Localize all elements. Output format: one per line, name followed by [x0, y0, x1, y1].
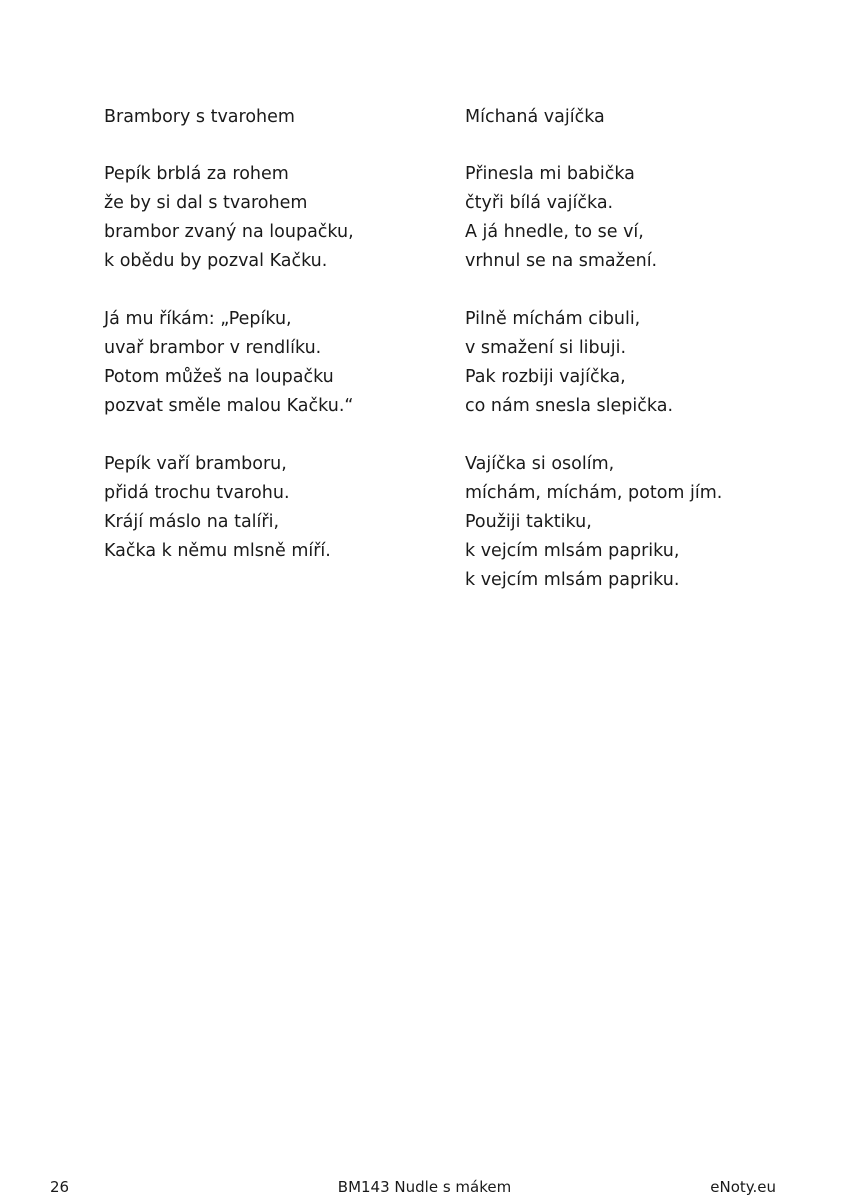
- poem-line: Krájí máslo na talíři,: [104, 512, 280, 532]
- stanza: [104, 160, 464, 276]
- poem-line: Kačka k němu mlsně míří.: [104, 541, 331, 561]
- poem-line: k vejcím mlsám papriku,: [465, 541, 680, 561]
- poem-line: v smažení si libuji.: [465, 338, 627, 358]
- poem-brambory-s-tvarohem: [104, 103, 464, 595]
- poem-line: Použiji taktiku,: [465, 512, 592, 532]
- poem-line: A já hnedle, to se ví,: [465, 222, 644, 242]
- stanza: [104, 450, 464, 566]
- stanza: [465, 450, 825, 595]
- poem-line: Vajíčka si osolím,: [465, 454, 615, 474]
- stanza: [465, 305, 825, 421]
- footer-book-title: BM143 Nudle s mákem: [337, 1178, 512, 1196]
- poem-line: Pepík brblá za rohem: [104, 164, 289, 184]
- poem-title: Míchaná vajíčka: [465, 107, 605, 127]
- poem-line: Já mu říkám: „Pepíku,: [104, 309, 292, 329]
- poem-line: k obědu by pozval Kačku.: [104, 251, 328, 271]
- poem-line: Pak rozbiji vajíčka,: [465, 367, 626, 387]
- poem-line: Pilně míchám cibuli,: [465, 309, 641, 329]
- page-number: 26: [50, 1178, 70, 1196]
- poem-michana-vajicka: [465, 103, 825, 624]
- poem-line: co nám snesla slepička.: [465, 396, 674, 416]
- poem-line: vrhnul se na smažení.: [465, 251, 658, 271]
- poem-line: míchám, míchám, potom jím.: [465, 483, 723, 503]
- poem-line: k vejcím mlsám papriku.: [465, 570, 680, 590]
- poem-line: Přinesla mi babička: [465, 164, 635, 184]
- poem-line: přidá trochu tvarohu.: [104, 483, 290, 503]
- poem-title: Brambory s tvarohem: [104, 107, 295, 127]
- poem-line: brambor zvaný na loupačku,: [104, 222, 354, 242]
- poem-line: Pepík vaří bramboru,: [104, 454, 287, 474]
- poem-line: pozvat směle malou Kačku.“: [104, 396, 354, 416]
- poem-line: že by si dal s tvarohem: [104, 193, 308, 213]
- poem-line: čtyři bílá vajíčka.: [465, 193, 614, 213]
- stanza: [465, 160, 825, 276]
- footer-site: eNoty.eu: [710, 1178, 776, 1196]
- poem-line: uvař brambor v rendlíku.: [104, 338, 322, 358]
- poem-line: Potom můžeš na loupačku: [104, 367, 334, 387]
- stanza: [104, 305, 464, 421]
